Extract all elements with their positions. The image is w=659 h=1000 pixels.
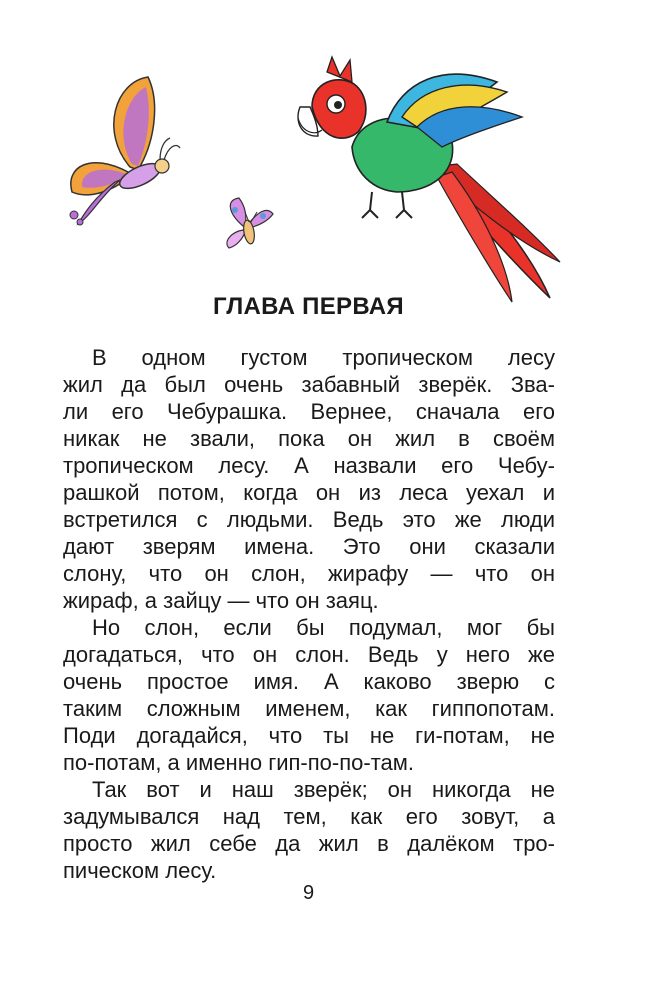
- text-line: тропическом лесу. А назвали его Чебу-: [63, 453, 555, 478]
- text-line: таким сложным именем, как гиппопотам.: [63, 696, 555, 721]
- small-butterfly-icon: [215, 192, 277, 258]
- text-line: никак не звали, пока он жил в своём: [63, 426, 555, 451]
- text-line: ли его Чебурашка. Вернее, сначала его: [63, 399, 555, 424]
- page-number: 9: [302, 882, 315, 904]
- text-line: очень простое имя. А каково зверю с: [63, 669, 555, 694]
- butterfly-icon: [60, 72, 188, 232]
- text-line: рашкой потом, когда он из леса уехал и: [63, 480, 555, 505]
- text-line: Так вот и наш зверёк; он никогда не: [92, 777, 555, 802]
- text-line: задумывался над тем, как его зовут, а: [63, 804, 555, 829]
- text-line: догадаться, что он слон. Ведь у него же: [63, 642, 555, 667]
- body-text: [63, 344, 555, 884]
- text-line: просто жил себе да жил в далёком тро-: [63, 831, 555, 856]
- parrot-icon: [292, 52, 564, 308]
- text-line: дают зверям имена. Это они сказали: [63, 534, 555, 559]
- text-line: жил да был очень забавный зверёк. Зва-: [63, 372, 555, 397]
- text-line: встретился с людьми. Ведь это же люди: [63, 507, 555, 532]
- text-line: Но слон, если бы подумал, мог бы: [92, 615, 555, 640]
- text-line: по-потам, а именно гип-по-по-там.: [63, 750, 415, 775]
- text-line: слону, что он слон, жирафу — что он: [63, 561, 555, 586]
- text-line: Поди догадайся, что ты не ги-потам, не: [63, 723, 555, 748]
- chapter-title: ГЛАВА ПЕРВАЯ: [213, 293, 404, 320]
- text-line: пическом лесу.: [63, 858, 217, 883]
- text-line: жираф, а зайцу — что он заяц.: [63, 588, 379, 613]
- text-line: В одном густом тропическом лесу: [92, 345, 555, 370]
